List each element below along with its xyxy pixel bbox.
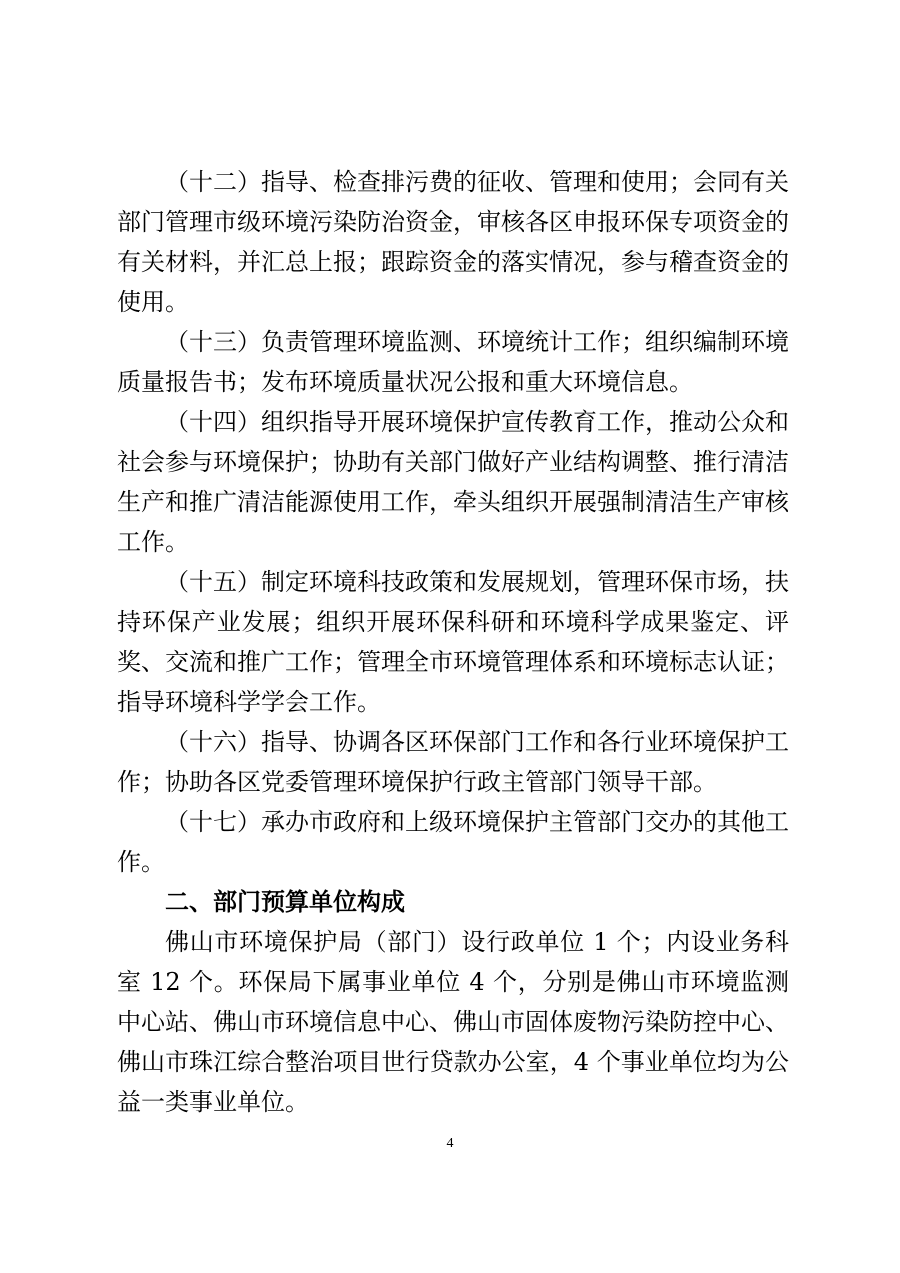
paragraph-item-17: （十七）承办市政府和上级环境保护主管部门交办的其他工作。 xyxy=(117,808,789,876)
document-body xyxy=(117,162,789,1122)
page-number: 4 xyxy=(446,1136,454,1151)
paragraph-item-15: （十五）制定环境科技政策和发展规划，管理环保市场，扶持环保产业发展；组织开展环保科研和环境科学成果鉴定、评奖、交流和推广工作；管理全市环境管理体系和环境标志认证；指导环境科学学会工作。 xyxy=(117,568,789,716)
paragraph-item-12: （十二）指导、检查排污费的征收、管理和使用；会同有关部门管理市级环境污染防治资金，审核各区申报环保专项资金的有关材料，并汇总上报；跟踪资金的落实情况，参与稽查资金的使用。 xyxy=(117,168,789,316)
paragraph-budget-units: 佛山市环境保护局（部门）设行政单位 1 个；内设业务科室 12 个。环保局下属事业单位 4 个，分别是佛山市环境监测中心站、佛山市环境信息中心、佛山市固体废物污染防控中心、佛山市珠江综合整治项目世行贷款办公室，4 个事业单位均为公益一类事业单位。 xyxy=(117,928,789,1116)
paragraph-item-14: （十四）组织指导开展环境保护宣传教育工作，推动公众和社会参与环境保护；协助有关部门做好产业结构调整、推行清洁生产和推广清洁能源使用工作，牵头组织开展强制清洁生产审核工作。 xyxy=(117,408,789,556)
paragraph-item-13: （十三）负责管理环境监测、环境统计工作；组织编制环境质量报告书；发布环境质量状况公报和重大环境信息。 xyxy=(117,328,789,396)
paragraph-item-16: （十六）指导、协调各区环保部门工作和各行业环境保护工作；协助各区党委管理环境保护行政主管部门领导干部。 xyxy=(117,728,789,796)
section-heading: 二、部门预算单位构成 xyxy=(165,888,405,916)
